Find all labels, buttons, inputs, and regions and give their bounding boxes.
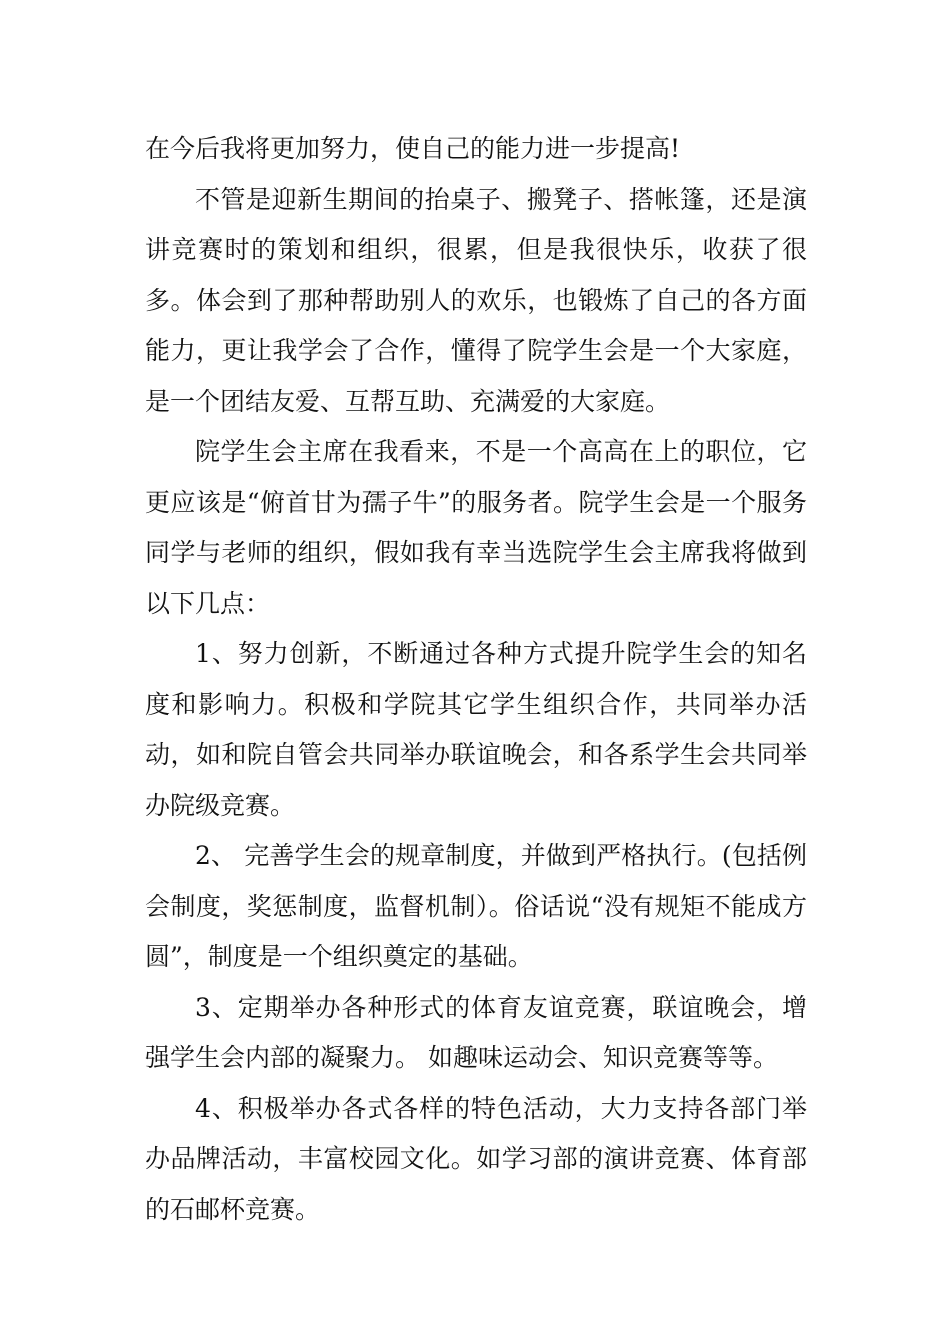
list-item-4: 4、积极举办各式各样的特色活动，大力支持各部门举办品牌活动，丰富校园文化。如学习部的演讲竞赛、体育部的石邮杯竞赛。	[145, 1093, 807, 1224]
document-body	[145, 124, 807, 1235]
paragraph-role-view: 院学生会主席在我看来，不是一个高高在上的职位，它更应该是“俯首甘为孺子牛”的服务者。院学生会是一个服务同学与老师的组织，假如我有幸当选院学生会主席我将做到以下几点：	[145, 437, 807, 618]
paragraph-continuation: 在今后我将更加努力，使自己的能力进一步提高!	[145, 134, 681, 163]
list-item-1: 1、努力创新，不断通过各种方式提升院学生会的知名度和影响力。积极和学院其它学生组织合作，共同举办活动，如和院自管会共同举办联谊晚会，和各系学生会共同举办院级竞赛。	[145, 639, 807, 820]
list-item-3: 3、定期举办各种形式的体育友谊竞赛，联谊晚会，增强学生会内部的凝聚力。 如趣味运动会、知识竞赛等等。	[145, 992, 807, 1072]
paragraph-experience: 不管是迎新生期间的抬桌子、搬凳子、搭帐篷，还是演讲竞赛时的策划和组织，很累，但是我很快乐，收获了很多。体会到了那种帮助别人的欢乐，也锻炼了自己的各方面能力，更让我学会了合作，懂得了院学生会是一个大家庭，是一个团结友爱、互帮互助、充满爱的大家庭。	[145, 184, 807, 416]
list-item-2: 2、 完善学生会的规章制度，并做到严格执行。(包括例会制度，奖惩制度，监督机制）。俗话说“没有规矩不能成方圆”，制度是一个组织奠定的基础。	[145, 841, 807, 971]
